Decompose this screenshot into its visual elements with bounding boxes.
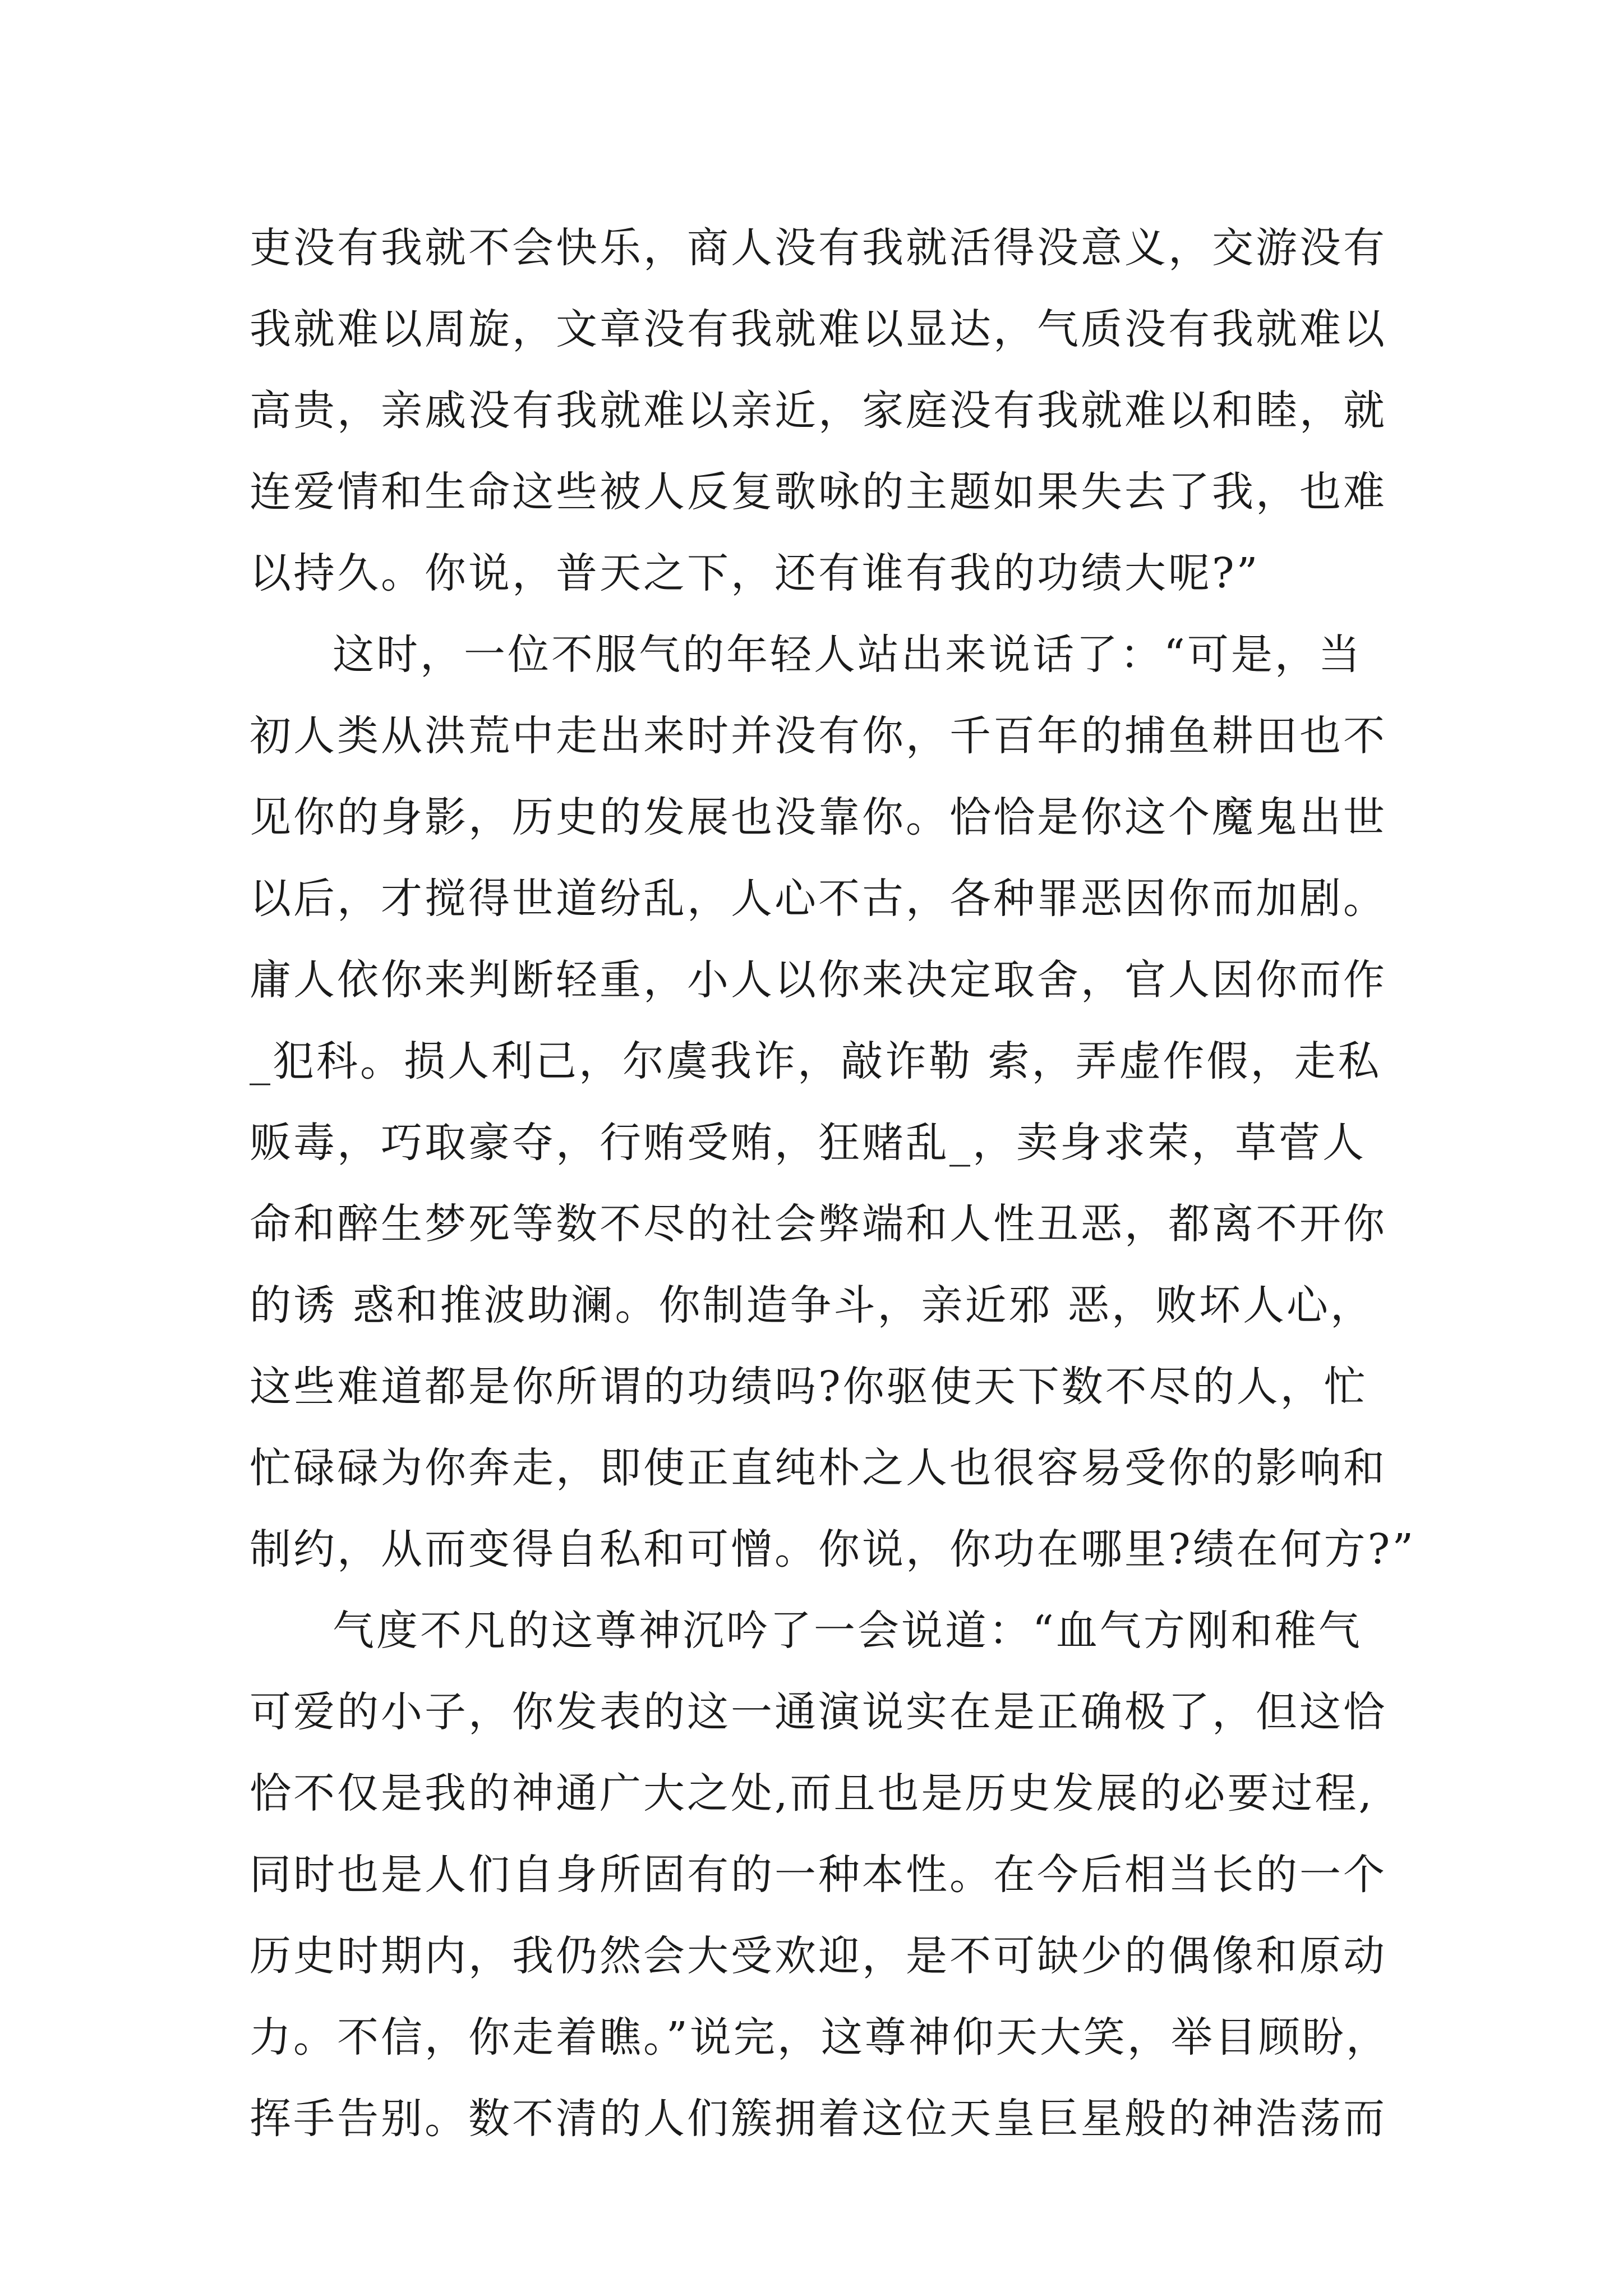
body-text — [250, 208, 1416, 2160]
text-line: 我就难以周旋，文章没有我就难以显达，气质没有我就难以 — [250, 305, 1387, 353]
text-line: 恰不仅是我的神通广大之处,而且也是历史发展的必要过程, — [250, 1769, 1375, 1818]
text-line: _犯科。损人利己，尔虞我诈，敲诈勒 索，弄虚作假，走私 — [250, 1037, 1382, 1085]
text-line: 气度不凡的这尊神沉吟了一会说道：“血气方刚和稚气 — [333, 1607, 1362, 1655]
text-line: 贩毒，巧取豪夺，行贿受贿，狂赌乱_，卖身求荣，草菅人 — [250, 1119, 1366, 1167]
text-line: 忙碌碌为你奔走，即使正直纯朴之人也很容易受你的影响和 — [250, 1444, 1387, 1492]
text-line: 可爱的小子，你发表的这一通演说实在是正确极了，但这恰 — [250, 1688, 1387, 1736]
text-line: 这些难道都是你所谓的功绩吗?你驱使天下数不尽的人，忙 — [250, 1363, 1368, 1411]
text-line: 以后，才搅得世道纷乱，人心不古，各种罪恶因你而加剧。 — [250, 875, 1387, 923]
text-line: 历史时期内，我仍然会大受欢迎，是不可缺少的偶像和原动 — [250, 1932, 1387, 1980]
text-line: 力。不信，你走着瞧。”说完，这尊神仰天大笑，举目顾盼， — [250, 2013, 1390, 2062]
text-line: 吏没有我就不会快乐，商人没有我就活得没意义，交游没有 — [250, 224, 1387, 272]
text-line: 挥手告别。数不清的人们簇拥着这位天皇巨星般的神浩荡而 — [250, 2095, 1387, 2143]
text-line: 的诱 惑和推波助澜。你制造争斗，亲近邪 恶，败坏人心， — [250, 1281, 1375, 1329]
text-line: 命和醉生梦死等数不尽的社会弊端和人性丑恶，都离不开你 — [250, 1200, 1387, 1248]
text-line: 初人类从洪荒中走出来时并没有你，千百年的捕鱼耕田也不 — [250, 712, 1387, 760]
text-line: 这时，一位不服气的年轻人站出来说话了：“可是，当 — [333, 631, 1362, 679]
text-line: 同时也是人们自身所固有的一种本性。在今后相当长的一个 — [250, 1851, 1387, 1899]
text-line: 以持久。你说，普天之下，还有谁有我的功绩大呢?” — [250, 549, 1260, 597]
text-line: 见你的身影，历史的发展也没靠你。恰恰是你这个魔鬼出世 — [250, 793, 1387, 841]
text-line: 制约，从而变得自私和可憎。你说，你功在哪里?绩在何方?” — [250, 1525, 1416, 1573]
text-line: 庸人依你来判断轻重，小人以你来决定取舍，官人因你而作 — [250, 956, 1387, 1004]
text-line: 连爱情和生命这些被人反复歌咏的主题如果失去了我，也难 — [250, 468, 1387, 516]
text-line: 高贵，亲戚没有我就难以亲近，家庭没有我就难以和睦，就 — [250, 386, 1387, 435]
